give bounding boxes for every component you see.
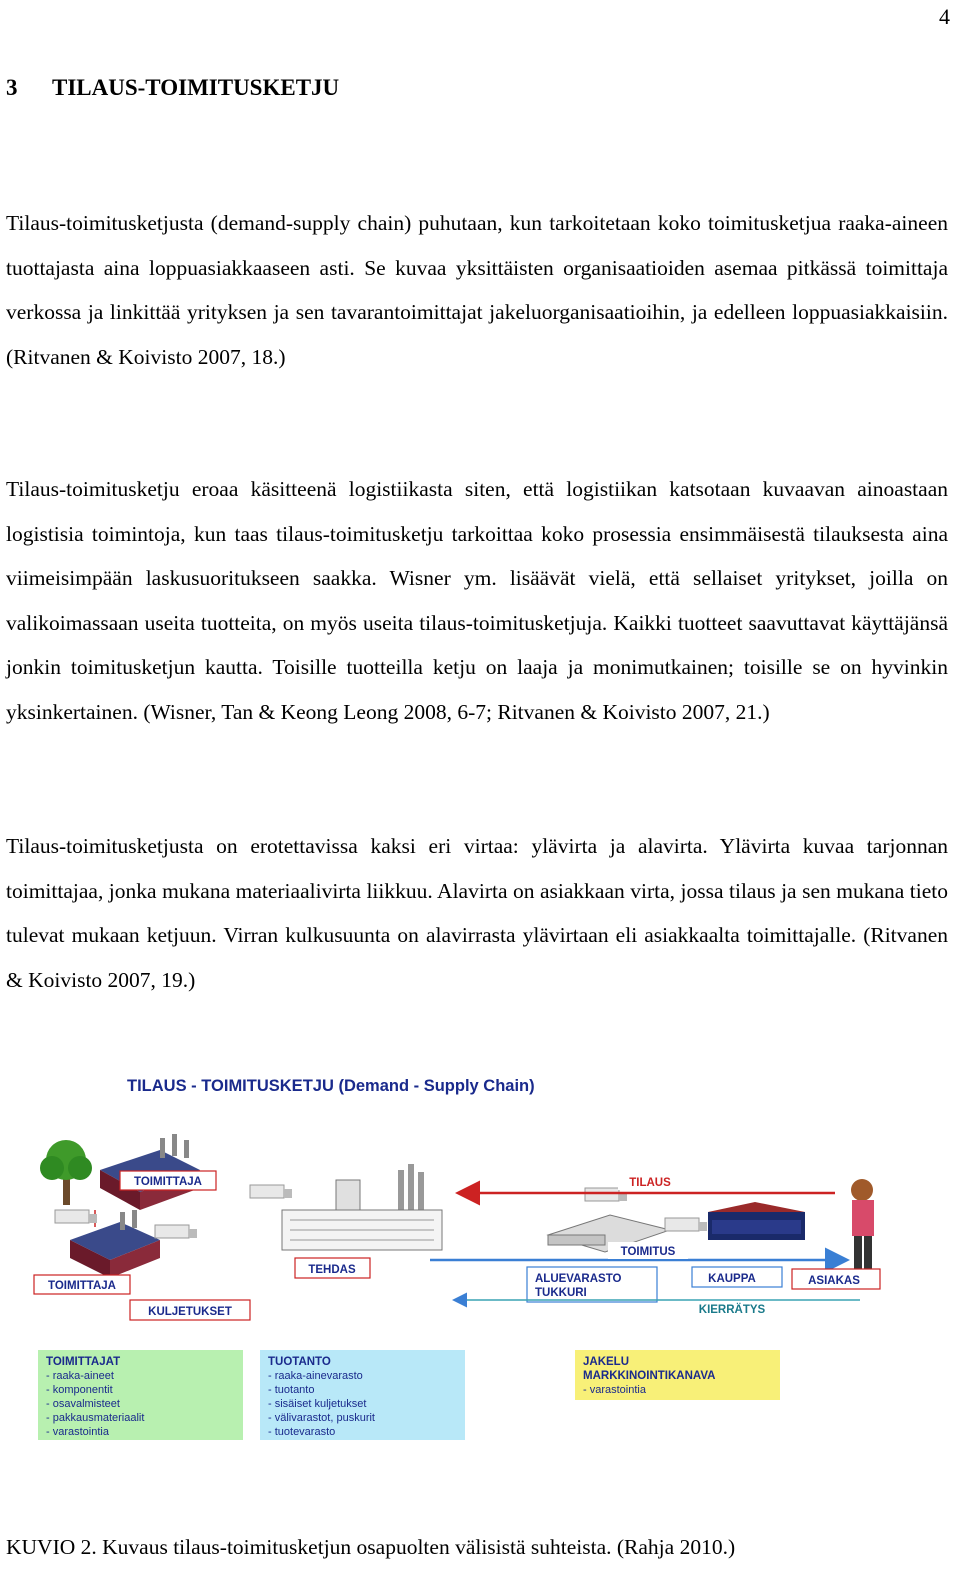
label-tilaus: TILAUS: [629, 1177, 671, 1189]
box-item: - komponentit: [46, 1384, 113, 1396]
info-box-toimittajat: [38, 1350, 243, 1440]
box-item: - pakkausmateriaalit: [46, 1412, 145, 1424]
section-number: 3: [6, 75, 18, 100]
label-aluevarasto: ALUEVARASTO: [535, 1273, 622, 1285]
box-item: - varastointia: [46, 1426, 109, 1438]
tree-icon: [40, 1140, 92, 1205]
info-box-tuotanto: [260, 1350, 465, 1440]
label-kuljetukset: KULJETUKSET: [148, 1306, 232, 1318]
label-kauppa: KAUPPA: [708, 1273, 756, 1285]
box-item: - tuotanto: [268, 1384, 315, 1396]
box-item: - osavalmisteet: [46, 1398, 120, 1410]
paragraph-3: Tilaus-toimitusketjusta on erotettavissa kaksi eri virtaa: ylävirta ja alavirta. Ylävirta kuvaa tarjonnan toimittajaa, jonka mukana materiaalivirta liikkuu. Alavirta on asiakkaan virta, jossa tilaus ja sen mukana tieto tulevat mukaan ketjuun. Virran kulkusuunta on alavirrasta ylävirtaan eli asiakkaalta toimittajalle. (Ritvanen & Koivisto 2007, 19.): [6, 834, 948, 992]
box-title: TUOTANTO: [268, 1356, 331, 1368]
label-toimittaja-bottom: TOIMITTAJA: [48, 1280, 116, 1292]
label-toimitus: TOIMITUS: [620, 1246, 676, 1258]
box-item: - raaka-aineet: [46, 1370, 114, 1382]
shop-icon: [708, 1202, 805, 1240]
section-heading: [6, 75, 339, 101]
box-item: - sisäiset kuljetukset: [268, 1398, 367, 1410]
customer-icon: [851, 1179, 874, 1274]
box-item: - raaka-ainevarasto: [268, 1370, 363, 1382]
section-title: TILAUS-TOIMITUSKETJU: [52, 75, 340, 100]
figure-title: TILAUS - TOIMITUSKETJU (Demand - Supply Chain): [127, 1077, 535, 1095]
label-tukkuri: TUKKURI: [535, 1287, 587, 1299]
label-asiakas: ASIAKAS: [808, 1275, 860, 1287]
box-title: TOIMITTAJAT: [46, 1356, 121, 1368]
truck-icon: [55, 1210, 97, 1223]
truck-icon: [155, 1225, 197, 1238]
label-toimittaja-top: TOIMITTAJA: [134, 1176, 202, 1188]
truck-icon: [250, 1185, 292, 1198]
info-box-jakelu: [575, 1350, 780, 1400]
box-item: - välivarastot, puskurit: [268, 1412, 375, 1424]
box-title: JAKELU: [583, 1356, 630, 1368]
label-kierratys: KIERRÄTYS: [698, 1304, 766, 1316]
page-number: 4: [939, 4, 950, 29]
paragraph-1: Tilaus-toimitusketjusta (demand-supply chain) puhutaan, kun tarkoitetaan koko toimitusketjua raaka-aineen tuottajasta aina loppuasiakkaaseen asti. Se kuvaa yksittäisten organisaatioiden asemaa pitkässä toimittaja verkossa ja linkittää yrityksen ja sen tavarantoimittajat jakeluorganisaatioihin, ja edelleen loppuasiakkaisiin. (Ritvanen & Koivisto 2007, 18.): [6, 211, 948, 369]
supply-chain-figure: [0, 1060, 960, 1460]
factory-icon: [282, 1164, 442, 1250]
figure-caption: KUVIO 2. Kuvaus tilaus-toimitusketjun osapuolten välisistä suhteista. (Rahja 2010.): [6, 1535, 736, 1559]
paragraph-2: Tilaus-toimitusketju eroaa käsitteenä logistiikasta siten, että logistiikan katsotaan kuvaavan ainoastaan logistisia toimintoja, kun taas tilaus-toimitusketju tarkoittaa koko prosessia ensimmäisestä tilauksesta aina viimeisimpään laskusuoritukseen saakka. Wisner ym. lisäävät vielä, että sellaiset yritykset, joilla on valikoimassaan useita tuotteita, on myös useita tilaus-toimitusketjuja. Kaikki tuotteet saavuttavat käyttäjänsä jonkin toimitusketjun kautta. Toisille tuotteilla ketju on laaja ja monimutkainen; toisille se on hyvinkin yksinkertainen. (Wisner, Tan & Keong Leong 2008, 6-7; Ritvanen & Koivisto 2007, 21.): [6, 477, 948, 724]
box-item: MARKKINOINTIKANAVA: [583, 1370, 716, 1382]
box-item: - varastointia: [583, 1384, 646, 1396]
label-tehdas: TEHDAS: [308, 1264, 356, 1276]
box-item: - tuotevarasto: [268, 1426, 336, 1438]
truck-icon: [665, 1218, 707, 1231]
